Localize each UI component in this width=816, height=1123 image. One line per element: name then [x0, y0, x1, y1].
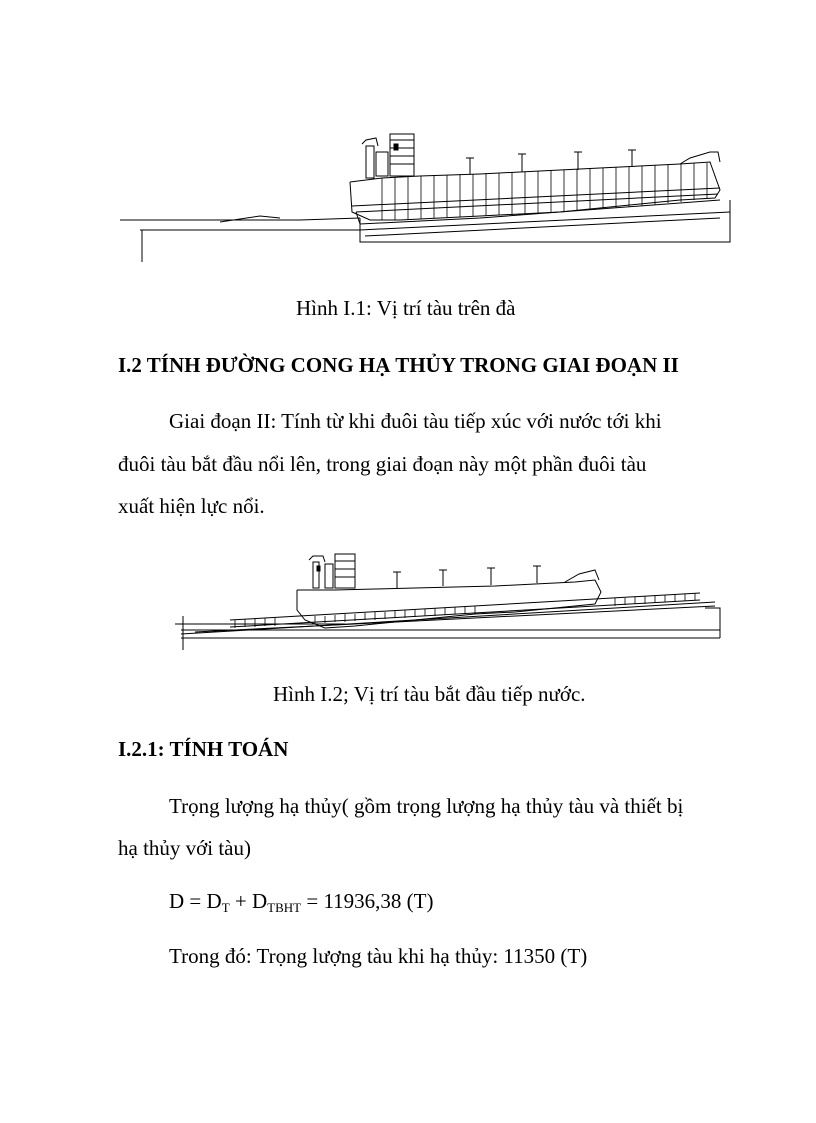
figure-2-caption: Hình I.2; Vị trí tàu bắt đầu tiếp nước. [273, 682, 586, 706]
formula-sub-t: T [221, 900, 230, 915]
section-heading: I.2 TÍNH ĐƯỜNG CONG HẠ THỦY TRONG GIAI ĐOẠN II [118, 353, 679, 377]
formula [169, 889, 434, 916]
paragraph-2-line-1: Trọng lượng hạ thủy( gồm trọng lượng hạ thủy tàu và thiết bị [169, 794, 684, 818]
ship-diagram-1 [120, 130, 750, 270]
formula-rhs: = 11936,38 (T) [301, 889, 434, 913]
figure-1-caption: Hình I.1: Vị trí tàu trên đà [296, 296, 516, 320]
figure-1-ship-on-slipway [120, 130, 750, 270]
paragraph-1-line-2: đuôi tàu bắt đầu nổi lên, trong giai đoạn này một phần đuôi tàu [118, 452, 647, 476]
formula-sub-tbht: TBHT [267, 900, 302, 915]
paragraph-1-line-3: xuất hiện lực nổi. [118, 494, 265, 518]
formula-lhs: D = D [169, 889, 222, 913]
paragraph-1-line-1: Giai đoạn II: Tính từ khi đuôi tàu tiếp xúc với nước tới khi [169, 409, 662, 433]
paragraph-2-line-2: hạ thủy với tàu) [118, 836, 251, 860]
figure-2-ship-entering-water [175, 550, 725, 660]
ship-diagram-2 [175, 550, 725, 660]
note-weight: Trong đó: Trọng lượng tàu khi hạ thủy: 11350 (T) [169, 944, 588, 968]
subsection-heading: I.2.1: TÍNH TOÁN [118, 737, 289, 761]
formula-plus: + D [229, 889, 268, 913]
